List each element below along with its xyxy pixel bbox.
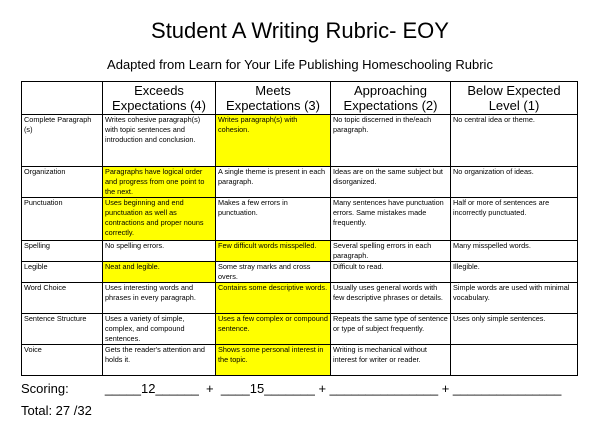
criterion-label: Punctuation bbox=[22, 198, 103, 241]
row-sentence-structure bbox=[22, 314, 578, 345]
criterion-label: Voice bbox=[22, 345, 103, 376]
cell-exceeds: Uses interesting words and phrases in every paragraph. bbox=[103, 283, 216, 314]
header-row bbox=[22, 82, 578, 115]
cell-exceeds: Writes cohesive paragraph(s) with topic sentences and introduction and conclusion. bbox=[103, 115, 216, 167]
cell-exceeds-selected: Uses beginning and end punctuation as well as contractions and proper nouns correctly. bbox=[103, 198, 216, 241]
cell-meets-selected: Uses a few complex or compound sentence. bbox=[216, 314, 331, 345]
row-punctuation bbox=[22, 198, 578, 241]
cell-exceeds: Uses a variety of simple, complex, and compound sentences. bbox=[103, 314, 216, 345]
row-word-choice bbox=[22, 283, 578, 314]
header-criterion bbox=[22, 82, 103, 115]
cell-meets-selected: Shows some personal interest in the topic. bbox=[216, 345, 331, 376]
criterion-label: Sentence Structure bbox=[22, 314, 103, 345]
criterion-label: Word Choice bbox=[22, 283, 103, 314]
row-organization bbox=[22, 167, 578, 198]
scoring-label: Scoring: bbox=[21, 381, 69, 396]
cell-meets: Some stray marks and cross overs. bbox=[216, 262, 331, 283]
cell-meets-selected: Writes paragraph(s) with cohesion. bbox=[216, 115, 331, 167]
cell-below: Uses only simple sentences. bbox=[451, 314, 578, 345]
criterion-label: Legible bbox=[22, 262, 103, 283]
cell-exceeds-selected: Paragraphs have logical order and progress from one point to the next. bbox=[103, 167, 216, 198]
cell-approaching: Several spelling errors in each paragraph. bbox=[331, 241, 451, 262]
cell-approaching: Ideas are on the same subject but disorganized. bbox=[331, 167, 451, 198]
cell-meets-selected: Contains some descriptive words. bbox=[216, 283, 331, 314]
cell-exceeds: No spelling errors. bbox=[103, 241, 216, 262]
total-score: Total: 27 /32 bbox=[21, 403, 92, 418]
rubric-subtitle: Adapted from Learn for Your Life Publishing Homeschooling Rubric bbox=[107, 57, 493, 72]
row-legible bbox=[22, 262, 578, 283]
row-voice bbox=[22, 345, 578, 376]
cell-approaching: Usually uses general words with few descriptive phrases or details. bbox=[331, 283, 451, 314]
header-exceeds: Exceeds Expectations (4) bbox=[103, 82, 216, 115]
criterion-label: Spelling bbox=[22, 241, 103, 262]
scoring-line bbox=[21, 381, 561, 397]
criterion-label: Complete Paragraph (s) bbox=[22, 115, 103, 167]
cell-below: No organization of ideas. bbox=[451, 167, 578, 198]
row-spelling bbox=[22, 241, 578, 262]
rubric-table bbox=[21, 81, 578, 376]
scoring-values: _____12______ + ____15_______ + _______________ + _______________ bbox=[104, 381, 562, 396]
cell-below: Many misspelled words. bbox=[451, 241, 578, 262]
cell-approaching: No topic discerned in the/each paragraph. bbox=[331, 115, 451, 167]
criterion-label: Organization bbox=[22, 167, 103, 198]
row-complete-paragraph bbox=[22, 115, 578, 167]
cell-below: Half or more of sentences are incorrectly punctuated. bbox=[451, 198, 578, 241]
cell-below: Illegible. bbox=[451, 262, 578, 283]
cell-approaching: Repeats the same type of sentence or type of subject frequently. bbox=[331, 314, 451, 345]
cell-approaching: Many sentences have punctuation errors. Same mistakes made frequently. bbox=[331, 198, 451, 241]
cell-meets-selected: Few difficult words misspelled. bbox=[216, 241, 331, 262]
rubric-title: Student A Writing Rubric- EOY bbox=[151, 18, 449, 43]
cell-meets: Makes a few errors in punctuation. bbox=[216, 198, 331, 241]
cell-below: Simple words are used with minimal vocabulary. bbox=[451, 283, 578, 314]
header-approaching: Approaching Expectations (2) bbox=[331, 82, 451, 115]
header-meets: Meets Expectations (3) bbox=[216, 82, 331, 115]
cell-exceeds-selected: Neat and legible. bbox=[103, 262, 216, 283]
cell-approaching: Writing is mechanical without interest for writer or reader. bbox=[331, 345, 451, 376]
cell-exceeds: Gets the reader's attention and holds it. bbox=[103, 345, 216, 376]
header-below: Below Expected Level (1) bbox=[451, 82, 578, 115]
cell-approaching: Difficult to read. bbox=[331, 262, 451, 283]
cell-meets: A single theme is present in each paragraph. bbox=[216, 167, 331, 198]
cell-below: No central idea or theme. bbox=[451, 115, 578, 167]
cell-below bbox=[451, 345, 578, 376]
